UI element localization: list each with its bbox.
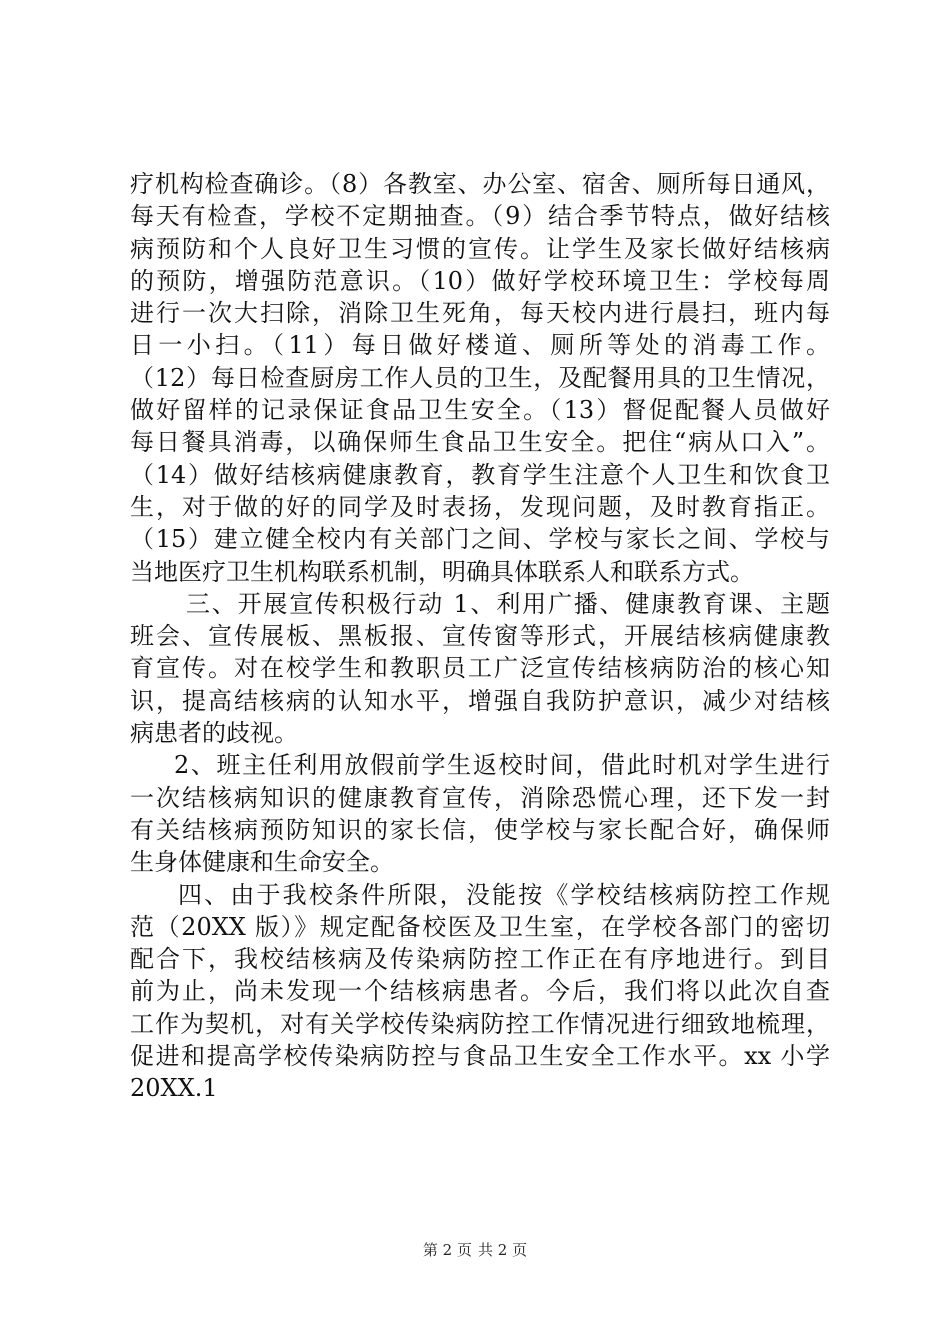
section-heading-line: 三、开展宣传积极行动 1、利用广播、健康教育课、主题 <box>186 589 830 618</box>
text-line: 日一小扫。（11）每日做好楼道、厕所等处的消毒工作。 <box>130 331 830 360</box>
text-line: 生身体健康和生命安全。 <box>130 848 394 877</box>
text-line: （12）每日检查厨房工作人员的卫生，及配餐用具的卫生情况， <box>130 363 830 392</box>
page-total: 共 2 页 <box>478 1241 528 1259</box>
text-line: 每天有检查，学校不定期抽查。（9）结合季节特点，做好结核 <box>130 202 830 231</box>
page-footer <box>0 1240 950 1260</box>
text-line: 育宣传。对在校学生和教职员工广泛宣传结核病防治的核心知 <box>130 654 830 683</box>
paragraph-start-line: 2、班主任利用放假前学生返校时间，借此时机对学生进行 <box>174 751 830 780</box>
text-line: 进行一次大扫除，消除卫生死角，每天校内进行晨扫，班内每 <box>130 299 830 328</box>
text-line: 配合下，我校结核病及传染病防控工作正在有序地进行。到目 <box>130 945 830 974</box>
signature-date-line: 20XX.1 <box>130 1074 218 1103</box>
text-line: 班会、宣传展板、黑板报、宣传窗等形式，开展结核病健康教 <box>130 622 830 651</box>
text-line: 一次结核病知识的健康教育宣传，消除恐慌心理，还下发一封 <box>130 783 830 812</box>
text-line: （14）做好结核病健康教育，教育学生注意个人卫生和饮食卫 <box>130 460 830 489</box>
document-body <box>130 168 830 1105</box>
section-heading-line: 四、由于我校条件所限，没能按《学校结核病防控工作规 <box>178 880 830 909</box>
text-line: 促进和提高学校传染病防控与食品卫生安全工作水平。xx 小学 <box>130 1042 830 1071</box>
text-line: 前为止，尚未发现一个结核病患者。今后，我们将以此次自查 <box>130 977 830 1006</box>
text-line: 疗机构检查确诊。（8）各教室、办公室、宿舍、厕所每日通风， <box>130 170 830 198</box>
text-line: （15）建立健全校内有关部门之间、学校与家长之间、学校与 <box>130 525 830 554</box>
text-line: 做好留样的记录保证食品卫生安全。（13）督促配餐人员做好 <box>130 396 830 425</box>
text-line: 有关结核病预防知识的家长信，使学校与家长配合好，确保师 <box>130 815 830 844</box>
text-line: 病预防和个人良好卫生习惯的宣传。让学生及家长做好结核病 <box>130 234 830 263</box>
text-line: 生，对于做的好的同学及时表扬，发现问题，及时教育指正。 <box>130 492 830 521</box>
text-line: 工作为契机，对有关学校传染病防控工作情况进行细致地梳理， <box>130 1009 830 1038</box>
text-line: 当地医疗卫生机构联系机制，明确具体联系人和联系方式。 <box>130 557 754 586</box>
page-number: 第 2 页 <box>422 1241 472 1259</box>
text-line: 的预防，增强防范意识。（10）做好学校环境卫生：学校每周 <box>130 266 830 295</box>
text-line: 范（20XX 版）》规定配备校医及卫生室，在学校各部门的密切 <box>130 912 830 941</box>
text-line: 识，提高结核病的认知水平，增强自我防护意识，减少对结核 <box>130 686 830 715</box>
text-line: 每日餐具消毒，以确保师生食品卫生安全。把住“病从口入”。 <box>130 428 830 457</box>
text-line: 病患者的歧视。 <box>130 719 298 748</box>
